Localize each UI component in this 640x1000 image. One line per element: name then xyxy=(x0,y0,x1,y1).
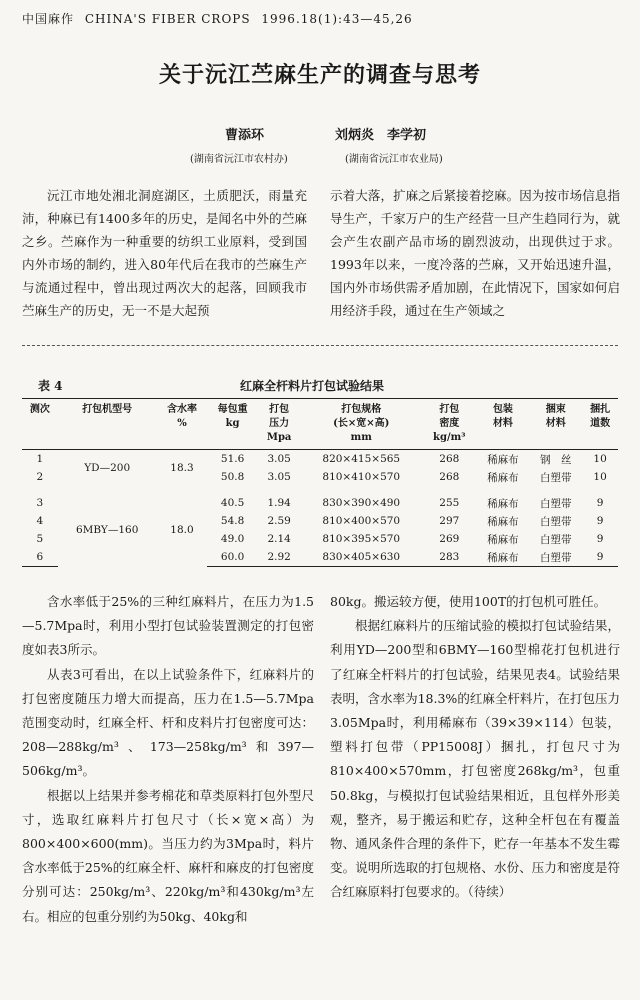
table-label: 表 4 xyxy=(38,379,63,393)
table-cell: 3.05 xyxy=(267,471,291,483)
table-cell: 4 xyxy=(36,515,44,527)
table-cell: 810×395×570 xyxy=(322,533,401,545)
table-header-cell: 捆束 材料 xyxy=(529,399,582,450)
table-cell: 稀麻布 xyxy=(487,471,519,484)
journal-name-cn: 中国麻作 xyxy=(22,12,75,26)
table-cell: 269 xyxy=(439,533,460,545)
baler-model-cell: 6MBY—160 xyxy=(75,524,139,537)
author-1: 曹添环 xyxy=(225,128,265,143)
table-cell: 1 xyxy=(36,453,44,465)
body-paragraph: 80kg。搬运较方便，使用100T的打包机可胜任。 xyxy=(330,594,607,609)
author-2: 刘炳炎 李学初 xyxy=(335,128,427,143)
table-header-cell: 测次 xyxy=(22,399,58,450)
table-cell: 白塑带 xyxy=(540,533,572,546)
table-header-cell: 打包 压力 Mpa xyxy=(258,399,301,450)
table-header-cell: 包装 材料 xyxy=(477,399,530,450)
intro-left-text: 沅江市地处湘北洞庭湖区，土质肥沃，雨量充沛，种麻已有1400多年的历史，是闻名中外的苎麻之乡。苎麻作为一种重要的纺织工业原料，受到国内外市场的制约，进入80年代后在我市的苎麻生产与流通过程中，曾出现过两次大的起落，回顾我市苎麻生产的历史，无一不是大起预 xyxy=(22,188,307,318)
table-cell: 3 xyxy=(36,497,44,509)
table-cell: 9 xyxy=(596,533,604,545)
citation: 1996.18(1):43—45,26 xyxy=(261,12,413,26)
table-cell: 297 xyxy=(439,515,460,527)
table-cell: 40.5 xyxy=(220,497,245,509)
table-header-cell: 捆扎 道数 xyxy=(582,399,618,450)
intro-right-text: 示着大落，扩麻之后紧接着挖麻。因为按市场信息指导生产，千家万户的生产经营一旦产生趋同行为，就会产生农副产品市场的剧烈波动，出现供过于求。1993年以来，一度冷落的苎麻，又开始迅速升温，国内外市场供需矛盾加剧，在此情况下，国家如何启用经济手段，通过在生产领域之 xyxy=(330,188,620,318)
table-cell: 820×415×565 xyxy=(322,453,401,465)
moisture-cell: 18.3 xyxy=(170,462,194,474)
table-title: 红麻全杆料片打包试验结果 xyxy=(240,379,385,393)
table-header-row xyxy=(22,399,618,450)
table-cell: 6 xyxy=(22,548,58,567)
table-cell: 810×410×570 xyxy=(322,471,401,483)
table-cell: 稀麻布 xyxy=(487,453,519,466)
table-header-cell: 打包规格 (长×宽×高) mm xyxy=(300,399,422,450)
table-cell: 9 xyxy=(596,497,604,509)
table-cell: 3.05 xyxy=(267,453,291,465)
baler-model-cell: YD—200 xyxy=(84,462,131,474)
body-paragraph: 根据以上结果并参考棉花和草类原料打包外型尺寸，选取红麻料片打包尺寸（长×宽×高）为800×400×600(mm)。当压力约为3Mpa时，料片含水率低于25%的红麻全杆、麻杆和麻皮的打包密度分别可达：250kg/m³、220kg/m³和430kg/m³左右。相应的包重分别约为50kg、40kg和 xyxy=(22,787,314,924)
intro-left-column xyxy=(22,184,307,322)
table-cell: 50.8 xyxy=(220,471,245,483)
affiliation-2: (湖南省沅江市农业局) xyxy=(345,154,443,165)
table-cell: 白塑带 xyxy=(540,515,572,528)
body-paragraph: 根据红麻料片的压缩试验的模拟打包试验结果，利用YD—200型和6BMY—160型棉花打包机进行了红麻全杆料片的打包试验，结果见表4。试验结果表明，含水率为18.3%的红麻全杆料片，在打包压力3.05Mpa时，利用稀麻布（39×39×114）包装，塑料打包带（PP15008J）捆扎，打包尺寸为810×400×570mm，打包密度268kg/m³，包重50.8kg，与模拟打包试验结果相近，且包样外形美观，整齐，易于搬运和贮存，这种全杆包在有覆盖物、通风条件合理的条件下，贮存一年基本不发生霉变。说明所选取的打包规格、水份、压力和密度是符合红麻原料打包要求的。（待续） xyxy=(330,618,620,900)
affiliation-1: (湖南省沅江市农村办) xyxy=(190,154,288,165)
table-cell: 稀麻布 xyxy=(487,533,519,546)
table-cell: 54.8 xyxy=(220,515,245,527)
table-cell: 9 xyxy=(582,548,618,567)
table-cell: 2.59 xyxy=(267,515,291,527)
table-cell: 283 xyxy=(422,548,476,567)
table-cell: 268 xyxy=(439,453,460,465)
body-paragraph: 从表3可看出，在以上试验条件下，红麻料片的打包密度随压力增大而提高，压力在1.5—5.7Mpa范围变动时，红麻全杆、杆和皮料片打包密度可达：208—288kg/m³、173—258kg/m³和397—506kg/m³。 xyxy=(22,666,314,779)
article-title: 关于沅江苎麻生产的调查与思考 xyxy=(158,62,481,88)
table-cell: 白塑带 xyxy=(529,548,582,567)
table-row xyxy=(22,494,618,512)
results-table xyxy=(22,398,618,567)
table-cell: 255 xyxy=(439,497,460,509)
table-cell: 白塑带 xyxy=(540,471,572,484)
table-header-cell: 打包 密度 kg/m³ xyxy=(422,399,476,450)
body-right-column xyxy=(330,590,620,905)
table-cell: 9 xyxy=(596,515,604,527)
journal-name-en: CHINA'S FIBER CROPS xyxy=(84,12,251,26)
table-cell: 830×405×630 xyxy=(300,548,422,567)
table-cell: 5 xyxy=(36,533,44,545)
table-header-cell: 含水率 % xyxy=(157,399,208,450)
table-header-cell: 每包重 kg xyxy=(207,399,258,450)
running-header xyxy=(22,10,419,27)
table-cell: 51.6 xyxy=(220,453,245,465)
table-cell: 稀麻布 xyxy=(487,515,519,528)
table-cell: 10 xyxy=(593,453,607,465)
body-paragraph: 含水率低于25%的三种红麻料片，在压力为1.5—5.7Mpa时，利用小型打包试验装置测定的打包密度如表3所示。 xyxy=(22,594,314,658)
table-cell: 2 xyxy=(36,471,44,483)
table-cell: 268 xyxy=(439,471,460,483)
table-cell: 钢 丝 xyxy=(540,453,572,466)
table-cell: 830×390×490 xyxy=(322,497,401,509)
table-cell: 白塑带 xyxy=(540,497,572,510)
body-left-column xyxy=(22,590,314,929)
table-cell: 810×400×570 xyxy=(322,515,401,527)
table-row xyxy=(22,450,618,469)
intro-right-column xyxy=(330,184,620,322)
table-cell: 10 xyxy=(593,471,607,483)
table-header-cell: 打包机型号 xyxy=(58,399,157,450)
table-cell: 60.0 xyxy=(207,548,258,567)
table-cell: 1.94 xyxy=(267,497,291,509)
moisture-cell: 18.0 xyxy=(170,524,194,537)
table-cell: 49.0 xyxy=(220,533,245,545)
table-cell: 2.92 xyxy=(258,548,301,567)
table-cell: 稀麻布 xyxy=(477,548,530,567)
table-cell: 2.14 xyxy=(267,533,291,545)
table-cell: 稀麻布 xyxy=(487,497,519,510)
section-divider xyxy=(22,345,618,346)
